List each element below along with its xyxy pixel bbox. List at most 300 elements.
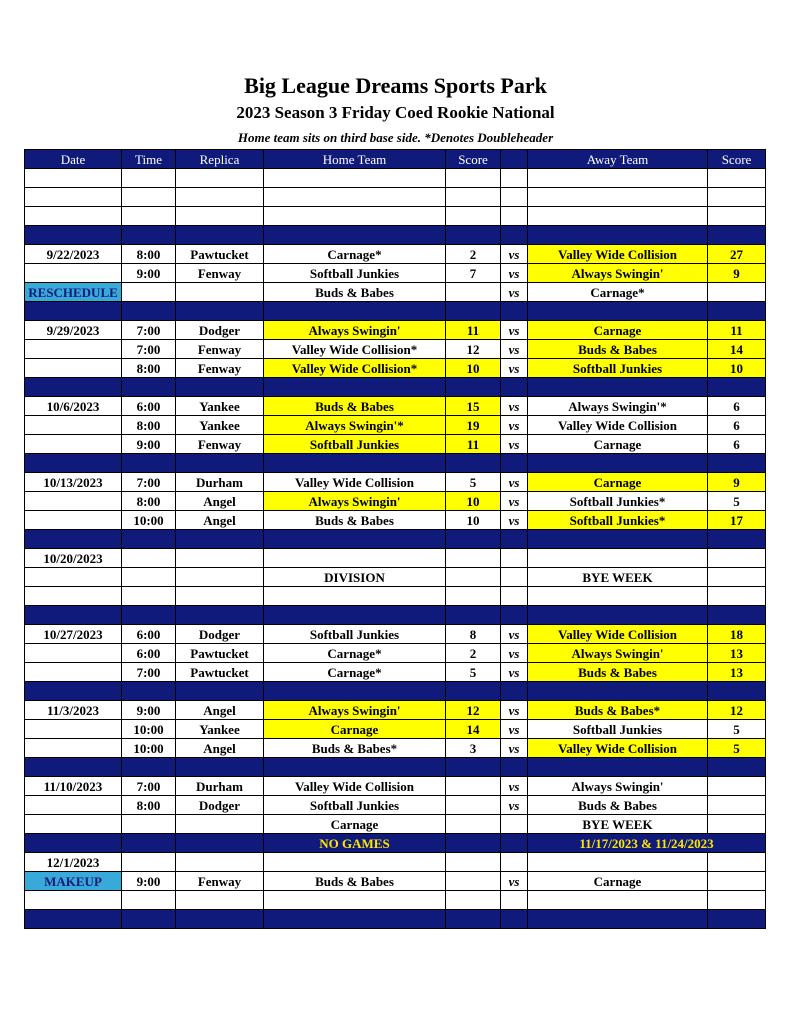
time-cell [122,682,176,701]
time-cell: 10:00 [122,511,176,530]
away-team-cell: Softball Junkies* [528,492,708,511]
home-score-cell [446,549,501,568]
away-team-cell [528,207,708,226]
replica-cell: Angel [176,701,264,720]
home-team-cell [264,891,446,910]
vs-cell [501,910,528,929]
table-row [25,663,766,682]
vs-cell: vs [501,321,528,340]
time-cell [122,226,176,245]
week-separator-row [25,454,766,473]
home-team-cell: Buds & Babes [264,397,446,416]
replica-cell: Fenway [176,435,264,454]
date-cell [25,416,122,435]
replica-cell [176,587,264,606]
no-games-row [25,834,766,853]
table-row [25,777,766,796]
date-tag-badge: RESCHEDULE [25,283,122,302]
away-team-cell: BYE WEEK [528,815,708,834]
time-cell [122,758,176,777]
time-cell [122,454,176,473]
away-team-cell: Carnage [528,435,708,454]
vs-cell [501,302,528,321]
blank-row [25,207,766,226]
blank-row [25,188,766,207]
date-cell [25,796,122,815]
away-team-cell [528,188,708,207]
away-team-cell: Always Swingin' [528,777,708,796]
away-team-cell: Valley Wide Collision [528,739,708,758]
home-team-cell [264,530,446,549]
week-separator-row [25,378,766,397]
away-score-cell [708,530,766,549]
date-tag-badge: MAKEUP [25,872,122,891]
col-header-home-team: Home Team [264,150,446,169]
vs-cell: vs [501,473,528,492]
home-team-cell [264,758,446,777]
date-cell: 10/13/2023 [25,473,122,492]
page-title: Big League Dreams Sports Park [244,73,547,98]
time-cell [122,834,176,853]
home-team-cell: Valley Wide Collision* [264,340,446,359]
date-cell: 10/27/2023 [25,625,122,644]
away-score-cell [708,188,766,207]
date-cell: 9/22/2023 [25,245,122,264]
home-score-cell [446,910,501,929]
vs-cell: vs [501,701,528,720]
home-score-cell [446,758,501,777]
col-header-away-team: Away Team [528,150,708,169]
date-cell [25,188,122,207]
replica-cell [176,188,264,207]
away-score-cell [708,606,766,625]
home-team-cell: Valley Wide Collision [264,473,446,492]
away-team-cell: Always Swingin' [528,644,708,663]
date-cell [25,739,122,758]
home-score-cell [446,853,501,872]
away-score-cell: 12 [708,701,766,720]
away-score-cell [708,226,766,245]
home-score-cell: 12 [446,340,501,359]
home-score-cell [446,207,501,226]
vs-cell: vs [501,644,528,663]
home-score-cell: 8 [446,625,501,644]
schedule-table [24,149,766,929]
time-cell: 8:00 [122,359,176,378]
replica-cell [176,207,264,226]
vs-cell: vs [501,796,528,815]
blank-row [25,587,766,606]
away-team-cell [528,530,708,549]
away-score-cell: 18 [708,625,766,644]
blank-row [25,169,766,188]
vs-cell [501,891,528,910]
vs-cell: vs [501,340,528,359]
home-score-cell [446,777,501,796]
replica-cell: Pawtucket [176,245,264,264]
table-row [25,815,766,834]
home-score-cell: 10 [446,492,501,511]
vs-cell [501,682,528,701]
home-team-cell [264,188,446,207]
away-score-cell: 10 [708,359,766,378]
away-team-cell [528,302,708,321]
time-cell: 9:00 [122,435,176,454]
home-team-cell: Always Swingin' [264,492,446,511]
vs-cell [501,169,528,188]
time-cell: 7:00 [122,340,176,359]
date-cell [25,226,122,245]
away-team-cell: Carnage [528,473,708,492]
time-cell [122,853,176,872]
away-team-cell: Valley Wide Collision [528,416,708,435]
away-score-cell: 5 [708,720,766,739]
col-header-date: Date [25,150,122,169]
away-score-cell: 5 [708,739,766,758]
time-cell [122,568,176,587]
replica-cell: Dodger [176,796,264,815]
table-row [25,416,766,435]
vs-cell [501,568,528,587]
replica-cell: Dodger [176,625,264,644]
no-games-dates: 11/17/2023 & 11/24/2023 [528,834,766,853]
vs-cell: vs [501,359,528,378]
away-team-cell [528,682,708,701]
schedule-note: Home team sits on third base side. *Denotes Doubleheader [237,130,554,145]
home-team-cell: Softball Junkies [264,625,446,644]
away-team-cell: BYE WEEK [528,568,708,587]
away-score-cell [708,758,766,777]
time-cell [122,815,176,834]
home-score-cell [446,682,501,701]
week-separator-row [25,910,766,929]
table-row [25,397,766,416]
blank-row [25,891,766,910]
replica-cell [176,283,264,302]
home-score-cell [446,302,501,321]
replica-cell: Yankee [176,397,264,416]
home-score-cell: 5 [446,473,501,492]
home-score-cell [446,188,501,207]
home-score-cell: 11 [446,321,501,340]
home-team-cell [264,549,446,568]
away-team-cell: Carnage [528,872,708,891]
date-cell [25,492,122,511]
table-row [25,720,766,739]
date-cell [25,207,122,226]
vs-cell [501,815,528,834]
replica-cell [176,169,264,188]
away-score-cell [708,207,766,226]
date-cell [25,530,122,549]
vs-cell [501,226,528,245]
home-team-cell [264,853,446,872]
time-cell [122,378,176,397]
away-score-cell [708,568,766,587]
date-cell: 9/29/2023 [25,321,122,340]
vs-cell [501,853,528,872]
date-cell [25,454,122,473]
date-cell [25,834,122,853]
replica-cell [176,568,264,587]
home-team-cell [264,169,446,188]
replica-cell [176,815,264,834]
away-score-cell [708,302,766,321]
time-cell [122,891,176,910]
replica-cell: Fenway [176,264,264,283]
week-separator-row [25,226,766,245]
away-score-cell: 6 [708,397,766,416]
away-team-cell [528,378,708,397]
away-score-cell: 6 [708,435,766,454]
date-cell [25,606,122,625]
home-team-cell: Carnage* [264,663,446,682]
away-team-cell: Buds & Babes [528,663,708,682]
away-score-cell: 5 [708,492,766,511]
home-score-cell: 15 [446,397,501,416]
time-cell: 8:00 [122,416,176,435]
away-score-cell [708,682,766,701]
time-cell: 10:00 [122,720,176,739]
home-team-cell: Buds & Babes [264,283,446,302]
home-score-cell: 14 [446,720,501,739]
date-cell [25,720,122,739]
time-cell: 8:00 [122,492,176,511]
away-score-cell [708,891,766,910]
home-team-cell: Carnage [264,720,446,739]
vs-cell: vs [501,416,528,435]
away-team-cell [528,169,708,188]
table-row [25,644,766,663]
table-row [25,435,766,454]
away-score-cell: 27 [708,245,766,264]
date-cell [25,511,122,530]
replica-cell: Angel [176,739,264,758]
away-team-cell [528,910,708,929]
date-cell [25,758,122,777]
time-cell: 8:00 [122,245,176,264]
date-cell [25,910,122,929]
away-team-cell: Buds & Babes [528,796,708,815]
away-score-cell [708,853,766,872]
date-cell: 11/10/2023 [25,777,122,796]
replica-cell [176,682,264,701]
home-score-cell: 3 [446,739,501,758]
replica-cell [176,302,264,321]
home-score-cell: 2 [446,245,501,264]
table-row [25,701,766,720]
home-team-cell: Always Swingin'* [264,416,446,435]
away-score-cell: 9 [708,264,766,283]
home-team-cell: Always Swingin' [264,321,446,340]
home-team-cell [264,378,446,397]
home-score-cell: 19 [446,416,501,435]
away-score-cell: 6 [708,416,766,435]
vs-cell: vs [501,777,528,796]
date-cell [25,587,122,606]
table-row [25,340,766,359]
replica-cell: Fenway [176,359,264,378]
away-team-cell [528,853,708,872]
table-row [25,473,766,492]
away-score-cell: 13 [708,644,766,663]
vs-cell: vs [501,625,528,644]
home-team-cell: Carnage [264,815,446,834]
date-cell [25,644,122,663]
away-score-cell: 11 [708,321,766,340]
home-team-cell [264,454,446,473]
home-score-cell [446,815,501,834]
away-team-cell: Carnage* [528,283,708,302]
home-team-cell: Softball Junkies [264,435,446,454]
vs-cell: vs [501,435,528,454]
away-score-cell [708,454,766,473]
time-cell [122,188,176,207]
time-cell [122,587,176,606]
vs-cell: vs [501,397,528,416]
time-cell: 8:00 [122,796,176,815]
replica-cell: Fenway [176,872,264,891]
date-cell [25,264,122,283]
home-score-cell: 10 [446,359,501,378]
away-team-cell [528,891,708,910]
home-team-cell: Carnage* [264,644,446,663]
time-cell: 7:00 [122,473,176,492]
replica-cell: Yankee [176,416,264,435]
replica-cell [176,378,264,397]
col-header-home-score: Score [446,150,501,169]
replica-cell: Angel [176,492,264,511]
replica-cell [176,530,264,549]
away-team-cell: Buds & Babes* [528,701,708,720]
date-cell [25,378,122,397]
col-header-vs [501,150,528,169]
away-team-cell [528,758,708,777]
replica-cell [176,891,264,910]
vs-cell: vs [501,245,528,264]
home-score-cell [446,169,501,188]
page-subtitle: 2023 Season 3 Friday Coed Rookie National [236,103,555,122]
away-score-cell [708,587,766,606]
replica-cell: Fenway [176,340,264,359]
vs-cell: vs [501,283,528,302]
date-cell [25,682,122,701]
table-row [25,359,766,378]
vs-cell [501,530,528,549]
home-team-cell [264,207,446,226]
home-score-cell: 7 [446,264,501,283]
time-cell [122,302,176,321]
home-score-cell [446,834,501,853]
replica-cell: Durham [176,473,264,492]
time-cell [122,910,176,929]
replica-cell: Yankee [176,720,264,739]
home-score-cell [446,454,501,473]
home-team-cell: Softball Junkies [264,796,446,815]
away-score-cell [708,777,766,796]
away-team-cell: Always Swingin' [528,264,708,283]
time-cell [122,283,176,302]
date-cell [25,359,122,378]
date-cell [25,302,122,321]
time-cell: 9:00 [122,872,176,891]
replica-cell: Dodger [176,321,264,340]
table-row [25,321,766,340]
vs-cell: vs [501,739,528,758]
home-score-cell: 10 [446,511,501,530]
away-score-cell [708,872,766,891]
replica-cell [176,454,264,473]
vs-cell [501,758,528,777]
away-team-cell: Valley Wide Collision [528,625,708,644]
vs-cell [501,587,528,606]
table-row [25,492,766,511]
date-cell: 11/3/2023 [25,701,122,720]
time-cell [122,549,176,568]
week-separator-row [25,302,766,321]
time-cell [122,169,176,188]
away-score-cell [708,378,766,397]
home-score-cell [446,891,501,910]
time-cell: 6:00 [122,397,176,416]
away-score-cell [708,796,766,815]
time-cell [122,530,176,549]
col-header-away-score: Score [708,150,766,169]
home-score-cell [446,378,501,397]
date-cell [25,568,122,587]
home-team-cell: Valley Wide Collision* [264,359,446,378]
vs-cell [501,834,528,853]
time-cell: 7:00 [122,663,176,682]
replica-cell [176,910,264,929]
week-separator-row [25,606,766,625]
time-cell: 7:00 [122,321,176,340]
home-score-cell [446,796,501,815]
time-cell: 9:00 [122,264,176,283]
table-row [25,511,766,530]
replica-cell [176,758,264,777]
date-cell [25,435,122,454]
date-cell [25,891,122,910]
vs-cell [501,188,528,207]
time-cell [122,606,176,625]
home-team-cell: Valley Wide Collision [264,777,446,796]
away-team-cell [528,549,708,568]
vs-cell [501,207,528,226]
time-cell: 6:00 [122,644,176,663]
away-team-cell: Softball Junkies [528,359,708,378]
table-row [25,872,766,891]
away-score-cell [708,283,766,302]
away-score-cell [708,549,766,568]
away-team-cell: Softball Junkies* [528,511,708,530]
table-row [25,625,766,644]
home-score-cell [446,530,501,549]
vs-cell: vs [501,720,528,739]
replica-cell [176,606,264,625]
replica-cell: Angel [176,511,264,530]
home-team-cell: Buds & Babes* [264,739,446,758]
replica-cell: Durham [176,777,264,796]
away-score-cell [708,815,766,834]
col-header-replica: Replica [176,150,264,169]
date-cell: 10/20/2023 [25,549,122,568]
away-team-cell: Valley Wide Collision [528,245,708,264]
home-team-cell: Buds & Babes [264,511,446,530]
home-team-cell [264,682,446,701]
home-team-cell: DIVISION [264,568,446,587]
time-cell: 7:00 [122,777,176,796]
